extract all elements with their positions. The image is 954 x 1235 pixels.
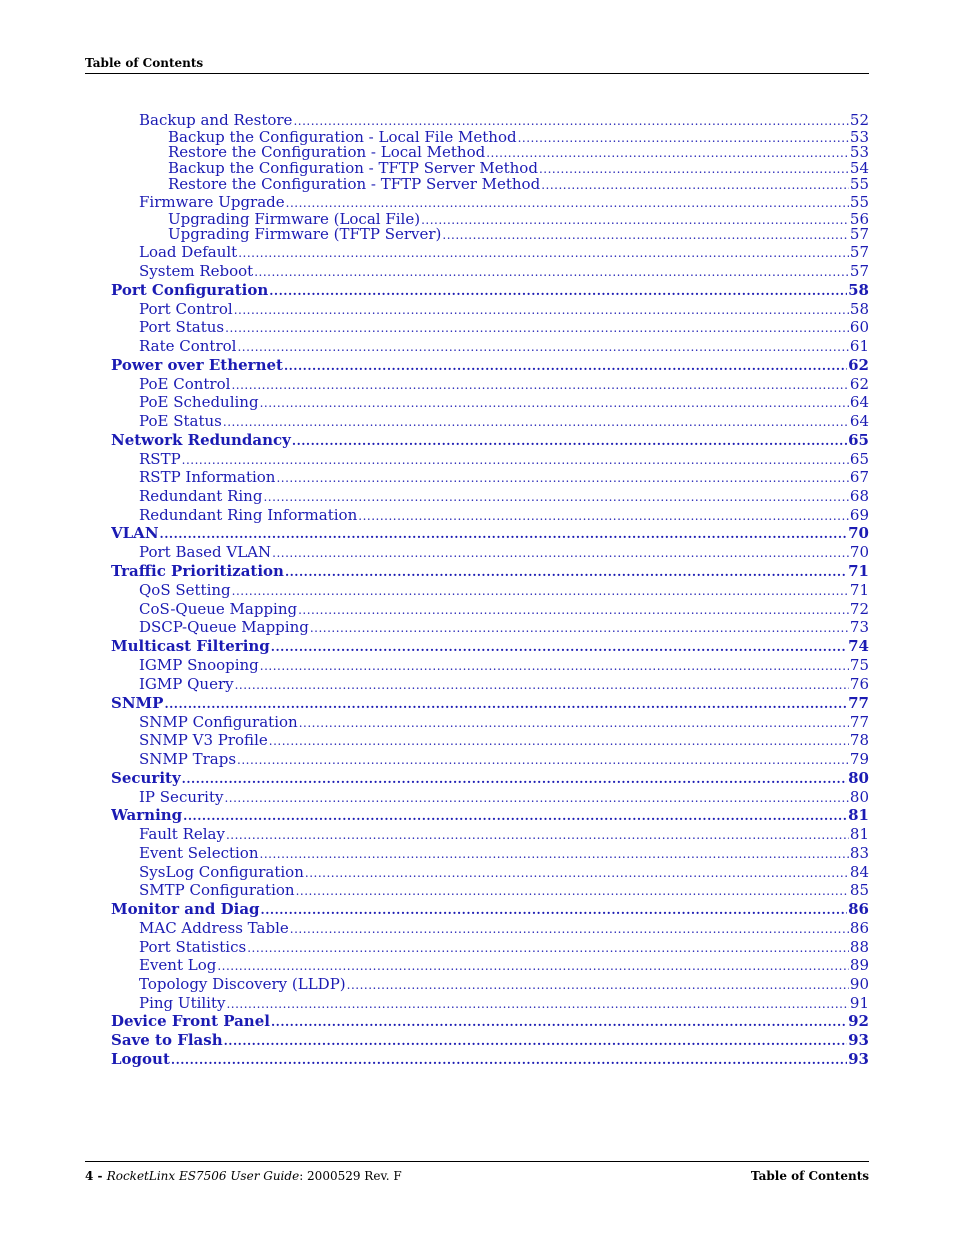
toc-dot-leader <box>182 770 847 788</box>
toc-entry-title: SNMP Traps <box>139 749 237 768</box>
toc-entry-page: 54 <box>849 161 869 178</box>
toc-entry[interactable] <box>111 900 869 919</box>
toc-entry[interactable] <box>111 994 869 1013</box>
toc-entry-page: 75 <box>849 656 869 675</box>
toc-entry-page: 56 <box>849 211 869 228</box>
toc-entry[interactable] <box>111 177 869 193</box>
toc-entry[interactable] <box>111 130 869 146</box>
toc-entry-title: PoE Status <box>139 411 222 430</box>
toc-entry[interactable] <box>111 825 869 844</box>
toc-dot-leader <box>225 319 849 337</box>
toc-entry-page: 73 <box>849 618 869 637</box>
toc-entry-page: 60 <box>849 318 869 337</box>
toc-dot-leader <box>226 826 849 844</box>
toc-dot-leader <box>234 301 849 319</box>
toc-entry-title: Upgrading Firmware (Local File) <box>168 211 421 228</box>
toc-entry-page: 65 <box>849 449 869 468</box>
toc-dot-leader <box>223 413 849 431</box>
toc-entry-page: 79 <box>849 749 869 768</box>
toc-entry-page: 77 <box>849 712 869 731</box>
toc-dot-leader <box>292 432 847 450</box>
toc-entry-page: 84 <box>849 862 869 881</box>
toc-dot-leader <box>260 845 849 863</box>
toc-entry[interactable] <box>111 375 869 394</box>
table-of-contents <box>111 111 869 1069</box>
footer-doc-info <box>85 1169 402 1183</box>
toc-dot-leader <box>171 1051 847 1069</box>
toc-dot-leader <box>260 394 849 412</box>
toc-dot-leader <box>232 582 849 600</box>
toc-entry-title: Event Selection <box>139 843 259 862</box>
toc-dot-leader <box>518 131 849 146</box>
toc-entry-title: Upgrading Firmware (TFTP Server) <box>168 227 442 244</box>
toc-entry-page: 93 <box>848 1050 869 1069</box>
toc-dot-leader <box>237 338 848 356</box>
toc-entry[interactable] <box>111 468 869 487</box>
toc-entry-page: 68 <box>849 487 869 506</box>
toc-entry-page: 93 <box>848 1031 869 1050</box>
toc-entry-page: 55 <box>849 177 869 193</box>
toc-entry-page: 62 <box>849 374 869 393</box>
toc-entry-title: Warning <box>111 806 183 825</box>
toc-dot-leader <box>293 112 848 130</box>
toc-entry[interactable] <box>111 881 869 900</box>
toc-entry-title: CoS-Queue Mapping <box>139 599 298 618</box>
toc-entry-page: 81 <box>849 825 869 844</box>
toc-dot-leader <box>541 178 849 193</box>
toc-entry-title: Network Redundancy <box>111 430 291 449</box>
toc-entry-page: 53 <box>849 129 869 146</box>
toc-entry-title: IGMP Query <box>139 674 234 693</box>
toc-entry-page: 57 <box>849 227 869 244</box>
toc-entry-title: Rate Control <box>139 336 237 355</box>
toc-dot-leader <box>224 789 848 807</box>
toc-dot-leader <box>260 657 849 675</box>
toc-entry[interactable] <box>111 731 869 750</box>
toc-entry-title: Redundant Ring <box>139 487 263 506</box>
toc-entry[interactable] <box>111 393 869 412</box>
toc-entry[interactable] <box>111 844 869 863</box>
toc-entry[interactable] <box>111 193 869 212</box>
toc-dot-leader <box>238 244 849 262</box>
toc-entry[interactable] <box>111 431 869 450</box>
toc-entry-title: QoS Setting <box>139 581 231 600</box>
toc-entry[interactable] <box>111 713 869 732</box>
toc-entry-page: 83 <box>849 843 869 862</box>
toc-entry[interactable] <box>111 524 869 543</box>
toc-entry[interactable] <box>111 975 869 994</box>
toc-entry-title: Backup and Restore <box>139 111 293 129</box>
toc-dot-leader <box>224 1032 848 1050</box>
toc-entry-title: VLAN <box>111 524 159 543</box>
toc-entry-title: Topology Discovery (LLDP) <box>139 975 346 994</box>
toc-entry[interactable] <box>111 788 869 807</box>
toc-entry[interactable] <box>111 281 869 300</box>
toc-entry[interactable] <box>111 938 869 957</box>
toc-entry-page: 86 <box>848 900 869 919</box>
toc-entry-title: Monitor and Diag <box>111 900 260 919</box>
toc-entry[interactable] <box>111 806 869 825</box>
toc-entry[interactable] <box>111 227 869 243</box>
toc-entry-title: Security <box>111 768 181 787</box>
footer-page-number: 4 - <box>85 1169 107 1183</box>
toc-entry[interactable] <box>111 318 869 337</box>
toc-entry-title: PoE Scheduling <box>139 393 259 412</box>
toc-dot-leader <box>235 676 849 694</box>
toc-entry-page: 80 <box>849 787 869 806</box>
toc-entry-page: 77 <box>848 693 869 712</box>
toc-entry-page: 69 <box>849 505 869 524</box>
toc-entry[interactable] <box>111 694 869 713</box>
toc-entry[interactable] <box>111 956 869 975</box>
toc-entry-title: Ping Utility <box>139 993 226 1012</box>
toc-entry-page: 88 <box>849 937 869 956</box>
toc-entry[interactable] <box>111 675 869 694</box>
toc-dot-leader <box>271 1013 847 1031</box>
toc-dot-leader <box>276 469 848 487</box>
toc-dot-leader <box>290 920 849 938</box>
toc-entry-page: 61 <box>849 336 869 355</box>
toc-entry-title: Backup the Configuration - Local File Method <box>168 129 517 146</box>
toc-entry-title: SysLog Configuration <box>139 862 304 881</box>
toc-entry-page: 91 <box>849 993 869 1012</box>
toc-dot-leader <box>285 563 847 581</box>
toc-dot-leader <box>486 146 849 161</box>
toc-dot-leader <box>263 488 848 506</box>
toc-entry-title: Save to Flash <box>111 1031 223 1050</box>
toc-entry-page: 52 <box>849 111 869 129</box>
toc-entry-title: Event Log <box>139 956 217 975</box>
toc-entry[interactable] <box>111 562 869 581</box>
toc-dot-leader <box>231 376 848 394</box>
toc-entry[interactable] <box>111 543 869 562</box>
toc-entry[interactable] <box>111 1012 869 1031</box>
toc-entry-page: 65 <box>848 430 869 449</box>
toc-entry-page: 80 <box>848 768 869 787</box>
toc-entry-page: 86 <box>849 919 869 938</box>
toc-entry-title: Port Status <box>139 318 225 337</box>
toc-entry[interactable] <box>111 1031 869 1050</box>
toc-dot-leader <box>358 507 849 525</box>
toc-entry-title: System Reboot <box>139 261 254 280</box>
toc-entry[interactable] <box>111 356 869 375</box>
toc-dot-leader <box>261 901 848 919</box>
toc-entry-title: DSCP-Queue Mapping <box>139 618 309 637</box>
toc-entry[interactable] <box>111 656 869 675</box>
toc-dot-leader <box>305 864 849 882</box>
toc-entry[interactable] <box>111 618 869 637</box>
toc-entry[interactable] <box>111 600 869 619</box>
toc-dot-leader <box>539 162 849 177</box>
toc-entry-title: Traffic Prioritization <box>111 562 284 581</box>
toc-entry-page: 70 <box>849 543 869 562</box>
toc-dot-leader <box>284 357 847 375</box>
toc-dot-leader <box>421 213 849 228</box>
toc-entry-title: Redundant Ring Information <box>139 505 358 524</box>
toc-entry[interactable] <box>111 212 869 228</box>
toc-dot-leader <box>442 228 848 243</box>
toc-dot-leader <box>217 957 849 975</box>
footer-section-title: Table of Contents <box>750 1169 869 1183</box>
toc-entry-page: 89 <box>849 956 869 975</box>
toc-entry-title: RSTP Information <box>139 468 276 487</box>
toc-entry-title: Restore the Configuration - Local Method <box>168 145 486 162</box>
toc-entry-page: 58 <box>849 299 869 318</box>
toc-entry[interactable] <box>111 637 869 656</box>
toc-entry-page: 90 <box>849 975 869 994</box>
toc-entry-page: 70 <box>848 524 869 543</box>
toc-entry-page: 72 <box>849 599 869 618</box>
toc-dot-leader <box>254 263 849 281</box>
toc-entry-title: IGMP Snooping <box>139 656 259 675</box>
toc-entry-title: Restore the Configuration - TFTP Server Method <box>168 177 541 193</box>
toc-entry-page: 62 <box>848 355 869 374</box>
toc-entry-page: 64 <box>849 411 869 430</box>
toc-entry-title: Port Based VLAN <box>139 543 272 562</box>
toc-entry[interactable] <box>111 863 869 882</box>
toc-entry-title: SNMP Configuration <box>139 712 298 731</box>
toc-entry[interactable] <box>111 262 869 281</box>
toc-entry-page: 67 <box>849 468 869 487</box>
toc-entry-page: 85 <box>849 881 869 900</box>
toc-dot-leader <box>164 695 847 713</box>
toc-entry-page: 74 <box>848 637 869 656</box>
toc-entry-title: Port Control <box>139 299 233 318</box>
toc-entry-title: Logout <box>111 1050 170 1069</box>
toc-dot-leader <box>310 619 849 637</box>
toc-entry[interactable] <box>111 1050 869 1069</box>
toc-dot-leader <box>296 882 849 900</box>
toc-entry[interactable] <box>111 450 869 469</box>
toc-entry[interactable] <box>111 750 869 769</box>
toc-entry-page: 76 <box>849 674 869 693</box>
toc-dot-leader <box>269 732 849 750</box>
toc-entry-page: 58 <box>848 280 869 299</box>
toc-entry[interactable] <box>111 300 869 319</box>
toc-entry-title: SMTP Configuration <box>139 881 295 900</box>
toc-entry-page: 78 <box>849 731 869 750</box>
toc-entry-title: RSTP <box>139 449 181 468</box>
toc-dot-leader <box>271 638 847 656</box>
running-header-title: Table of Contents <box>85 56 204 70</box>
toc-dot-leader <box>298 601 849 619</box>
toc-entry-title: IP Security <box>139 787 224 806</box>
toc-entry[interactable] <box>111 145 869 161</box>
toc-entry-title: SNMP <box>111 693 164 712</box>
toc-entry[interactable] <box>111 919 869 938</box>
toc-entry-page: 92 <box>848 1012 869 1031</box>
toc-dot-leader <box>286 194 849 212</box>
toc-entry-title: Device Front Panel <box>111 1012 270 1031</box>
toc-entry-title: SNMP V3 Profile <box>139 731 268 750</box>
toc-entry-title: MAC Address Table <box>139 919 289 938</box>
toc-entry-title: Firmware Upgrade <box>139 192 285 211</box>
toc-entry[interactable] <box>111 111 869 130</box>
toc-entry-page: 64 <box>849 393 869 412</box>
toc-entry-page: 57 <box>849 261 869 280</box>
toc-entry[interactable] <box>111 412 869 431</box>
toc-dot-leader <box>247 939 849 957</box>
toc-entry[interactable] <box>111 243 869 262</box>
toc-entry-title: PoE Control <box>139 374 231 393</box>
toc-dot-leader <box>182 451 849 469</box>
toc-entry-page: 81 <box>848 806 869 825</box>
toc-entry-title: Backup the Configuration - TFTP Server Method <box>168 161 538 178</box>
toc-entry-title: Load Default <box>139 243 238 262</box>
toc-entry-page: 71 <box>848 562 869 581</box>
toc-entry[interactable] <box>111 581 869 600</box>
toc-dot-leader <box>272 544 849 562</box>
toc-entry-page: 57 <box>849 243 869 262</box>
toc-dot-leader <box>160 525 848 543</box>
toc-dot-leader <box>347 976 849 994</box>
toc-dot-leader <box>226 995 848 1013</box>
toc-entry-page: 55 <box>849 192 869 211</box>
toc-entry-title: Multicast Filtering <box>111 637 270 656</box>
footer-divider <box>85 1161 869 1162</box>
toc-dot-leader <box>269 282 847 300</box>
toc-entry-title: Fault Relay <box>139 825 225 844</box>
toc-dot-leader <box>299 714 849 732</box>
header-divider <box>85 73 869 74</box>
toc-entry[interactable] <box>111 769 869 788</box>
footer-doc-revision: : 2000529 Rev. F <box>299 1169 402 1183</box>
toc-entry[interactable] <box>111 337 869 356</box>
toc-entry[interactable] <box>111 161 869 177</box>
toc-entry-page: 53 <box>849 145 869 162</box>
toc-entry[interactable] <box>111 487 869 506</box>
footer-doc-title: RocketLinx ES7506 User Guide <box>106 1169 300 1183</box>
toc-entry-title: Port Statistics <box>139 937 247 956</box>
toc-dot-leader <box>183 807 847 825</box>
toc-entry-page: 71 <box>849 581 869 600</box>
toc-entry-title: Power over Ethernet <box>111 355 283 374</box>
toc-entry-title: Port Configuration <box>111 280 269 299</box>
toc-entry[interactable] <box>111 506 869 525</box>
toc-dot-leader <box>237 751 849 769</box>
